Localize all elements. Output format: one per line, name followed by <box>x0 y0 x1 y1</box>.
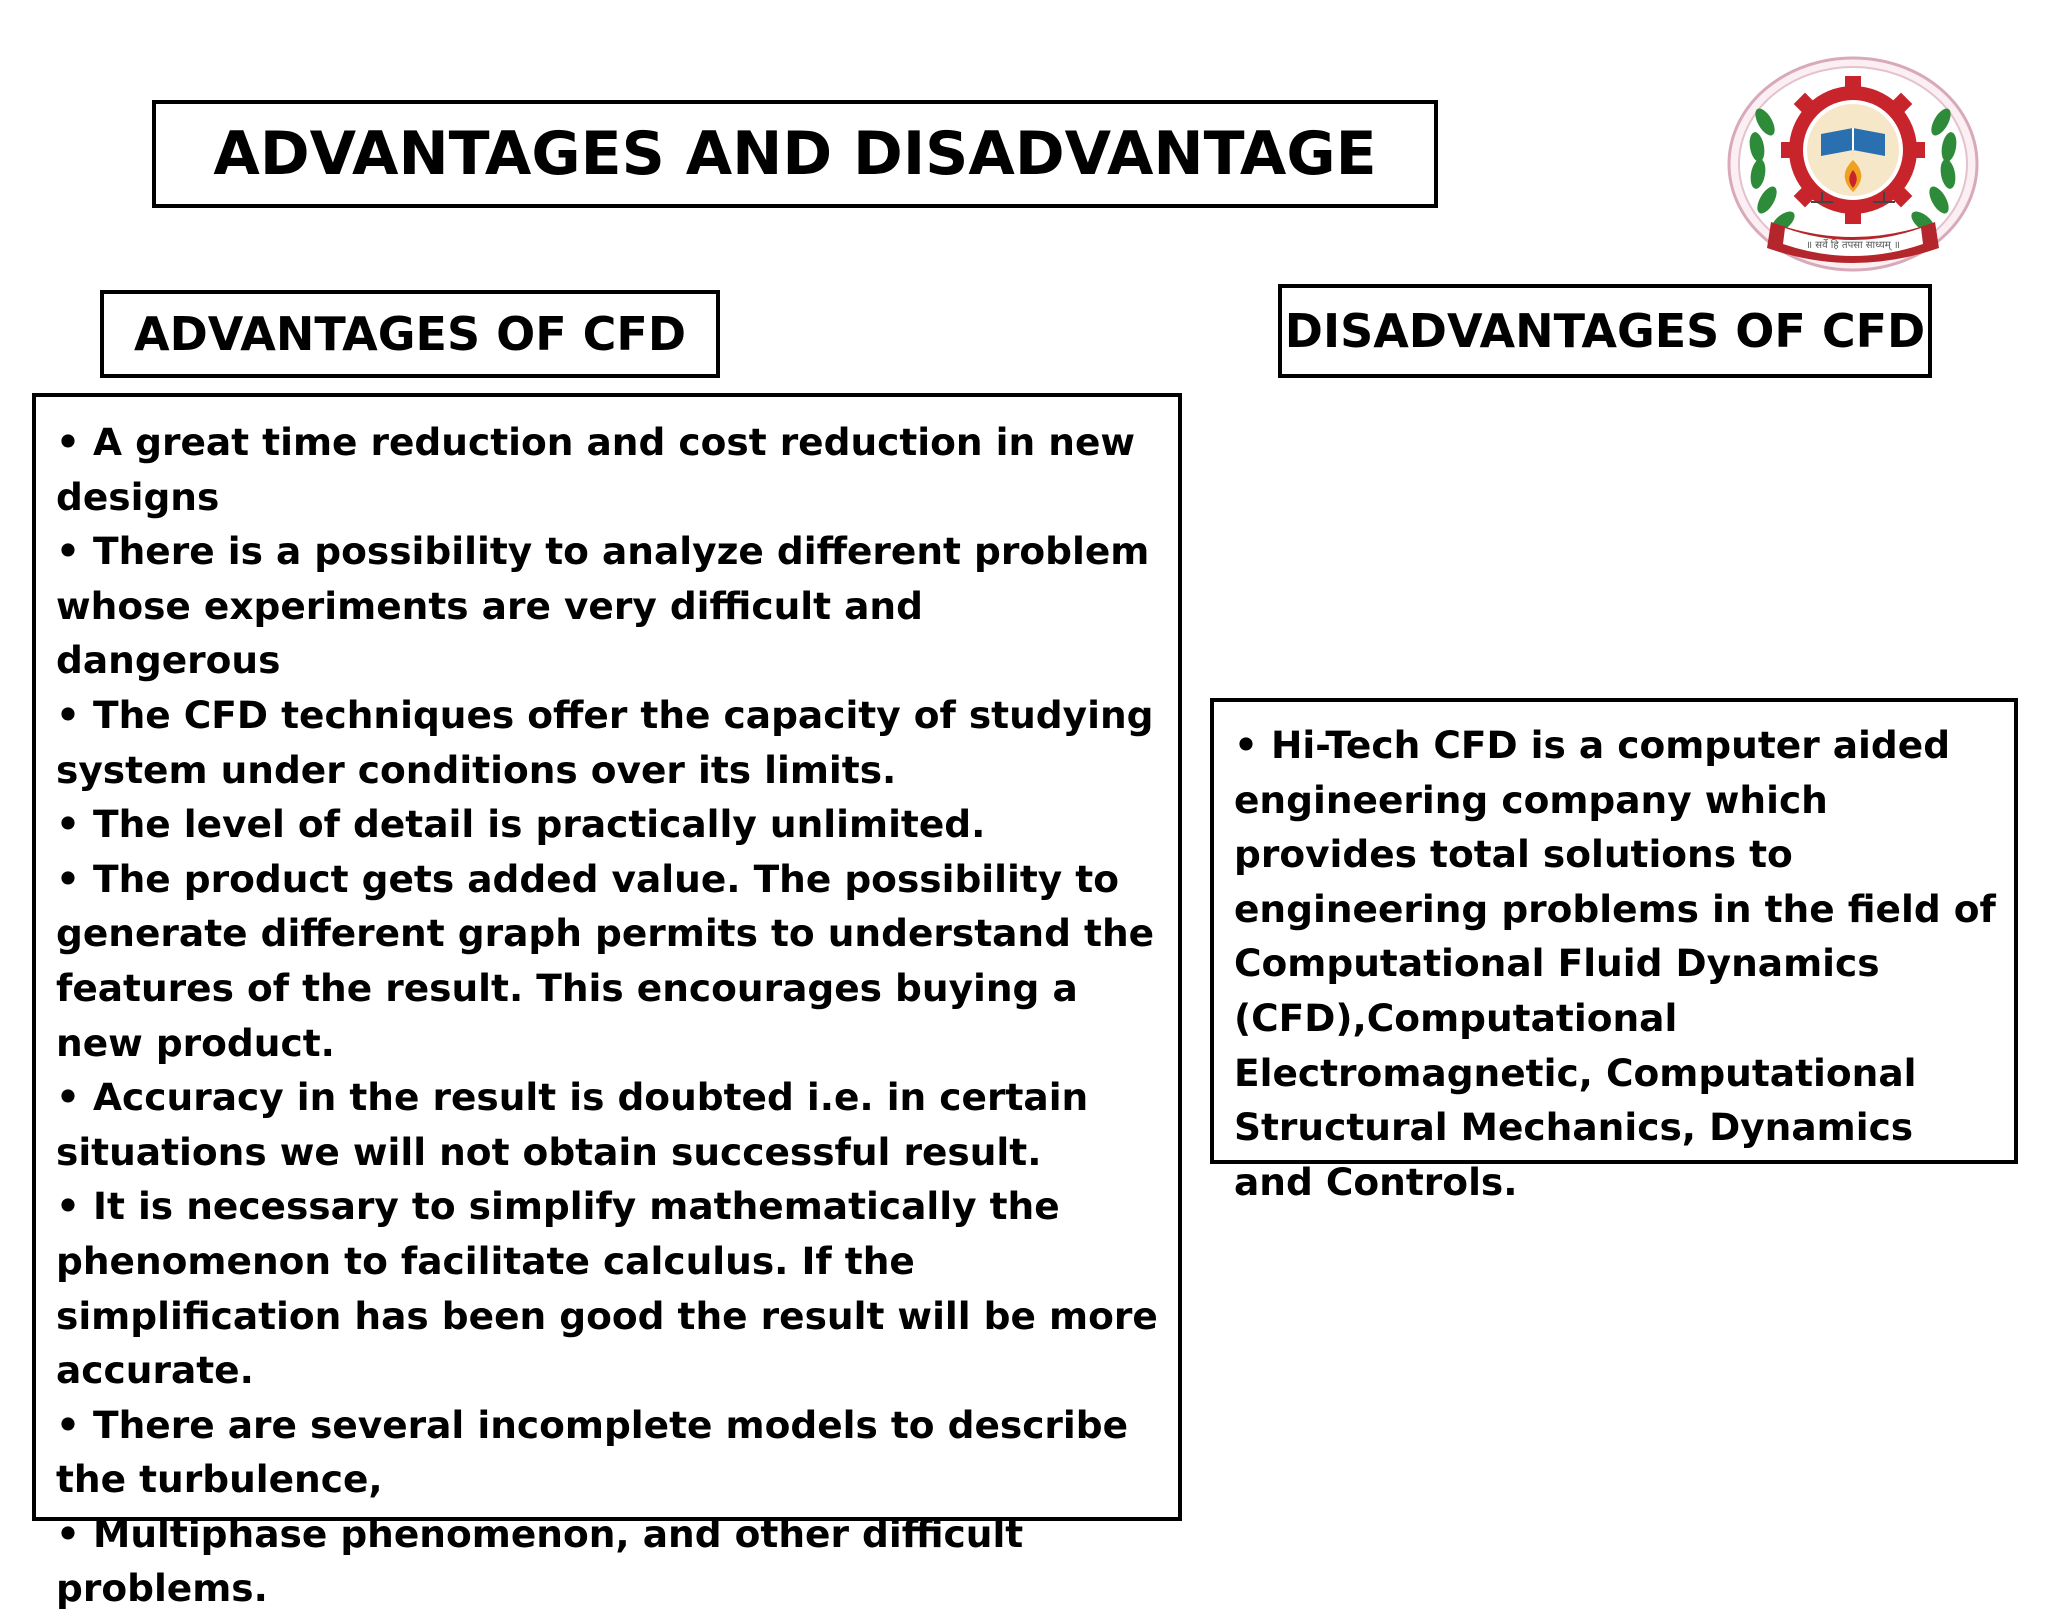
list-item: • There is a possibility to analyze different problem whose experiments are very difficult and dangerous <box>56 529 1150 683</box>
advantages-list-box <box>32 393 1182 1611</box>
disadvantages-list <box>1234 718 1996 1209</box>
list-item: • Multiphase phenomenon, and other difficult problems. <box>56 1511 1024 1611</box>
disadvantages-heading-box <box>1278 284 1932 378</box>
disadvantages-list-box <box>1210 698 2018 1204</box>
slide-title: ADVANTAGES AND DISADVANTAGE <box>213 119 1377 189</box>
list-item: • Accuracy in the result is doubted i.e. in certain situations we will not obtain successful result. <box>56 1075 1089 1174</box>
advantages-list <box>56 415 1160 1616</box>
list-item: • A great time reduction and cost reduction in new designs <box>56 420 1136 519</box>
advantages-heading: ADVANTAGES OF CFD <box>134 307 686 361</box>
list-item: • The product gets added value. The possibility to generate different graph permits to understand the features of the result. This encourages buying a new product. <box>56 856 1155 1065</box>
list-item: • The CFD techniques offer the capacity of studying system under conditions over its limits. <box>56 692 1154 792</box>
list-item: • The level of detail is practically unlimited. <box>56 802 986 847</box>
logo-motto: ॥ सर्वे हि तपसा साध्यम् ॥ <box>1806 240 1900 251</box>
list-item: • Hi-Tech CFD is a computer aided engineering company which provides total solutions to engineering problems in the field of Computational Fluid Dynamics (CFD),Computational Electromagnetic, Computational Structural Mechanics, Dynamics and Controls. <box>1234 723 1996 1204</box>
advantages-heading-box <box>100 290 720 378</box>
title-box <box>152 100 1438 208</box>
college-emblem-icon <box>1725 52 1981 282</box>
list-item: • There are several incomplete models to describe the turbulence, <box>56 1402 1129 1502</box>
disadvantages-heading: DISADVANTAGES OF CFD <box>1284 304 1926 358</box>
list-item: • It is necessary to simplify mathematically the phenomenon to facilitate calculus. If the simplification has been good the result will be more accurate. <box>56 1184 1158 1393</box>
